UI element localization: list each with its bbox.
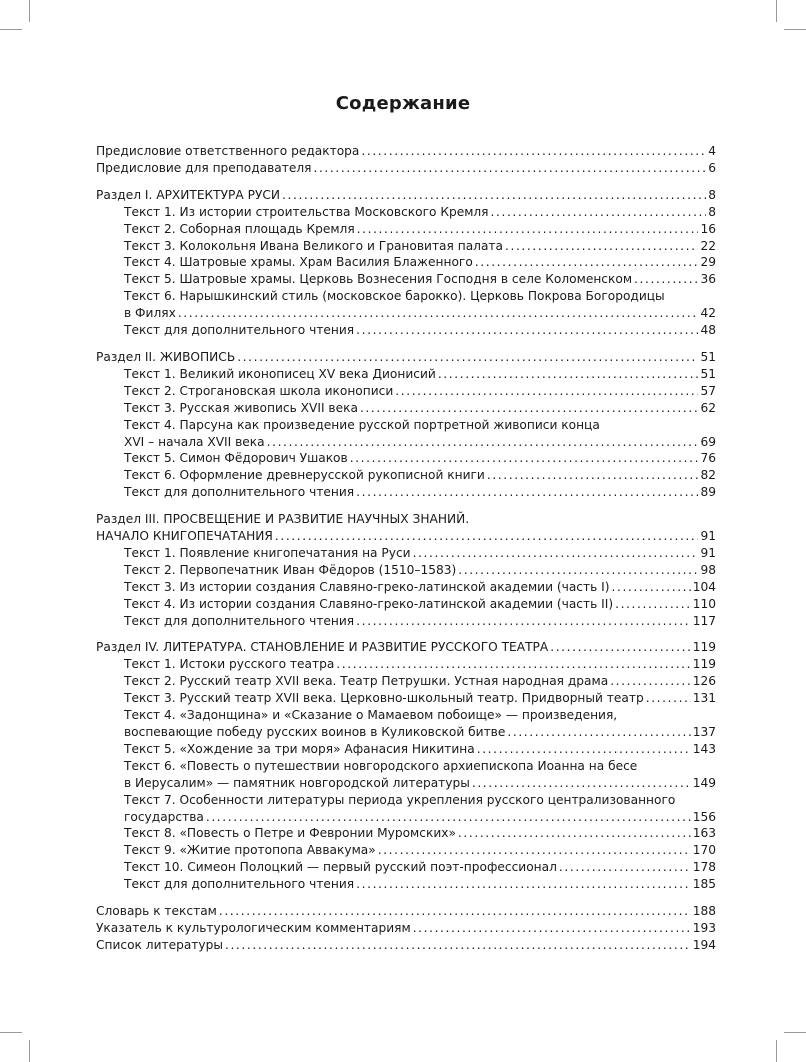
toc-page-number: 29 — [700, 255, 716, 270]
dot-leader — [357, 221, 699, 238]
toc-entry-row — [96, 143, 716, 160]
toc-text-entry[interactable] — [96, 562, 716, 579]
toc-page-number: 91 — [700, 545, 716, 560]
dot-leader — [610, 673, 691, 690]
toc-page-number: 117 — [692, 613, 716, 628]
dot-leader — [313, 160, 706, 177]
toc-page-number: 69 — [700, 434, 716, 449]
dot-leader — [475, 254, 699, 271]
toc-page-number: 51 — [700, 349, 716, 364]
toc-entry-row — [96, 639, 716, 656]
toc-text-entry[interactable] — [96, 322, 716, 339]
group-separator — [96, 339, 716, 349]
toc-entry-row — [96, 673, 716, 690]
toc-entry-row — [96, 545, 716, 562]
toc-entry-row — [96, 809, 716, 826]
dot-leader — [336, 656, 690, 673]
toc-page-number: 193 — [692, 920, 716, 935]
toc-text-entry[interactable] — [96, 484, 716, 501]
toc-entry-title: Текст 9. «Житие протопопа Аввакума» — [124, 843, 376, 858]
dot-leader — [395, 383, 698, 400]
toc-text-entry[interactable] — [96, 825, 716, 842]
toc-text-entry[interactable] — [96, 204, 716, 221]
toc-entry-title: Текст для дополнительного чтения — [124, 613, 355, 628]
toc-page-number: 4 — [708, 144, 716, 158]
toc-entry-row — [96, 254, 716, 271]
toc-entry-title: Текст 4. Шатровые храмы. Храм Василия Блаженного — [124, 255, 473, 270]
toc-page-number: 36 — [700, 272, 716, 287]
crop-mark-bottom-left-h — [0, 1032, 22, 1033]
toc-group — [96, 511, 716, 629]
toc-page-number: 104 — [692, 579, 716, 594]
toc-entry-title: Текст для дополнительного чтения — [124, 323, 355, 338]
toc-text-entry[interactable] — [96, 690, 716, 707]
toc-section-entry[interactable] — [96, 903, 716, 920]
toc-entry-row — [96, 859, 716, 876]
toc-page-number: 82 — [700, 468, 716, 483]
dot-leader — [237, 349, 698, 366]
toc-page-number: 42 — [700, 306, 716, 321]
dot-leader — [612, 579, 691, 596]
toc-text-entry[interactable] — [96, 707, 716, 741]
toc-entry-title: Текст 3. Русская живопись XVII века — [124, 400, 358, 415]
toc-page-number: 8 — [708, 204, 716, 219]
toc-section-entry[interactable] — [96, 349, 716, 366]
toc-section-entry[interactable] — [96, 920, 716, 937]
toc-entry-row — [96, 579, 716, 596]
toc-entry-row — [96, 349, 716, 366]
dot-leader — [413, 920, 691, 937]
toc-section-entry[interactable] — [96, 143, 716, 160]
dot-leader — [477, 741, 691, 758]
toc-entry-title: Текст 2. Соборная площадь Кремля — [124, 221, 355, 236]
toc-entry-title: Список литературы — [96, 937, 223, 952]
toc-entry-title: Текст 6. Оформление древнерусской рукописной книги — [124, 468, 485, 483]
toc-entry-row — [96, 903, 716, 920]
dot-leader — [356, 876, 691, 893]
toc-text-entry[interactable] — [96, 238, 716, 255]
dot-leader — [267, 434, 699, 451]
toc-section-entry[interactable] — [96, 187, 716, 204]
crop-mark-top-left-h — [0, 29, 22, 30]
toc-page-number: 194 — [692, 937, 716, 952]
toc-page-number: 6 — [708, 160, 716, 175]
toc-entry-title: Текст 2. Русский театр XVII века. Театр Петрушки. Устная народная драма — [124, 674, 609, 689]
toc-text-entry[interactable] — [96, 792, 716, 826]
toc-entry-row — [96, 322, 716, 339]
toc-entry-title-line: Текст 4. Парсуна как произведение русской портретной живописи конца — [124, 417, 600, 432]
toc-entry-row — [96, 467, 716, 484]
toc-group — [96, 349, 716, 501]
crop-mark-bottom-right-h — [784, 1032, 806, 1033]
toc-text-entry[interactable] — [96, 221, 716, 238]
toc-entry-row — [96, 450, 716, 467]
dot-leader — [458, 825, 691, 842]
toc-page-number: 119 — [692, 640, 716, 655]
toc-entry-row — [96, 400, 716, 417]
toc-entry-title-line: Текст 6. Нарышкинский стиль (московское барокко). Церковь Покрова Богородицы — [124, 289, 665, 304]
toc-page-number: 22 — [700, 238, 716, 253]
toc-entry-row — [96, 596, 716, 613]
toc-entry-row — [96, 690, 716, 707]
dot-leader — [438, 366, 699, 383]
toc-text-entry[interactable] — [96, 450, 716, 467]
toc-page-number: 149 — [692, 775, 716, 790]
toc-entry-title: в Иерусалим» — памятник новгородской литературы — [124, 775, 470, 790]
toc-entry-row — [96, 656, 716, 673]
toc-page-number: 16 — [700, 221, 716, 236]
toc-entry-title-line: Раздел III. ПРОСВЕЩЕНИЕ И РАЗВИТИЕ НАУЧНЫХ ЗНАНИЙ. — [96, 512, 470, 527]
toc-entry-title: Раздел I. АРХИТЕКТУРА РУСИ — [96, 187, 281, 202]
toc-page-number: 170 — [692, 843, 716, 858]
toc-text-entry[interactable] — [96, 383, 716, 400]
dot-leader — [361, 143, 706, 160]
toc-entry-title: Раздел IV. ЛИТЕРАТУРА. СТАНОВЛЕНИЕ И РАЗВИТИЕ РУССКОГО ТЕАТРА — [96, 640, 549, 655]
dot-leader — [356, 613, 691, 630]
toc-text-entry[interactable] — [96, 288, 716, 322]
table-of-contents — [96, 143, 716, 954]
toc-entry-title: Текст для дополнительного чтения — [124, 877, 355, 892]
toc-section-entry[interactable] — [96, 511, 716, 545]
toc-text-entry[interactable] — [96, 545, 716, 562]
toc-entry-title: в Филях — [124, 306, 176, 321]
toc-page-number: 163 — [692, 826, 716, 841]
toc-entry-title: Словарь к текстам — [96, 904, 217, 919]
toc-page-number: 185 — [692, 877, 716, 892]
toc-page-number: 131 — [692, 691, 716, 706]
dot-leader — [491, 204, 707, 221]
toc-entry-row — [96, 187, 716, 204]
toc-page-number: 76 — [700, 451, 716, 466]
toc-group — [96, 639, 716, 893]
toc-entry-title: Текст 5. Симон Фёдорович Ушаков — [124, 451, 348, 466]
toc-entry-row — [96, 920, 716, 937]
dot-leader — [225, 937, 691, 954]
toc-entry-row — [96, 528, 716, 545]
dot-leader — [360, 400, 699, 417]
crop-mark-top-left — [29, 0, 30, 22]
toc-entry-title: Текст 5. Шатровые храмы. Церковь Вознесения Господня в селе Коломенском — [124, 272, 633, 287]
dot-leader — [275, 528, 699, 545]
toc-entry-title: государства — [124, 809, 204, 824]
toc-entry-title-line: Текст 6. «Повесть о путешествии новгородского архиепископа Иоанна на бесе — [124, 758, 638, 773]
toc-entry-row — [96, 271, 716, 288]
toc-entry-row — [96, 724, 716, 741]
toc-entry-title: Текст 8. «Повесть о Петре и Февронии Муромских» — [124, 826, 456, 841]
toc-text-entry[interactable] — [96, 859, 716, 876]
dot-leader — [356, 322, 698, 339]
toc-page-number: 178 — [692, 860, 716, 875]
dot-leader — [505, 238, 698, 255]
toc-entry-title: Текст 1. Истоки русского театра — [124, 657, 335, 672]
toc-entry-row — [96, 204, 716, 221]
toc-entry-title: Текст 5. «Хождение за три моря» Афанасия Никитина — [124, 741, 475, 756]
toc-entry-row — [96, 825, 716, 842]
toc-entry-title-line: Текст 7. Особенности литературы периода укрепления русского централизованного — [124, 792, 676, 807]
dot-leader — [206, 809, 691, 826]
toc-entry-row — [96, 305, 716, 322]
toc-entry-title: Текст 3. Из истории создания Славяно-греко-латинской академии (часть I) — [124, 579, 610, 594]
toc-entry-row — [96, 434, 716, 451]
toc-entry-row — [96, 613, 716, 630]
dot-leader — [282, 187, 706, 204]
group-separator — [96, 177, 716, 187]
toc-group — [96, 187, 716, 339]
toc-entry-row — [96, 484, 716, 501]
toc-page-number: 8 — [708, 187, 716, 202]
toc-entry-title: Текст 1. Появление книгопечатания на Руси — [124, 545, 411, 560]
toc-entry-row — [96, 366, 716, 383]
toc-page-number: 126 — [692, 674, 716, 689]
toc-entry-title: НАЧАЛО КНИГОПЕЧАТАНИЯ — [96, 529, 273, 544]
toc-entry-title: Текст 10. Симеон Полоцкий — первый русский поэт-профессионал — [124, 860, 557, 875]
toc-entry-title: Текст 2. Первопечатник Иван Фёдоров (1510–1583) — [124, 562, 457, 577]
toc-entry-title: Текст 3. Колокольня Ивана Великого и Грановитая палата — [124, 238, 503, 253]
toc-page-number: 98 — [700, 562, 716, 577]
toc-section-entry[interactable] — [96, 639, 716, 656]
toc-entry-row — [96, 238, 716, 255]
toc-section-entry[interactable] — [96, 937, 716, 954]
crop-mark-top-right — [776, 0, 777, 22]
toc-entry-row — [96, 876, 716, 893]
dot-leader — [178, 305, 699, 322]
toc-entry-title: воспевающие победу русских воинов в Куликовской битве — [124, 725, 506, 739]
toc-entry-row — [96, 383, 716, 400]
dot-leader — [472, 775, 691, 792]
toc-entry-row — [96, 937, 716, 954]
toc-entry-row — [96, 842, 716, 859]
toc-text-entry[interactable] — [96, 417, 716, 451]
toc-page-number: 48 — [700, 323, 716, 338]
dot-leader — [350, 450, 699, 467]
toc-entry-row — [96, 160, 716, 177]
dot-leader — [646, 690, 691, 707]
dot-leader — [356, 484, 698, 501]
toc-entry-title: Текст 1. Из истории строительства Московского Кремля — [124, 204, 489, 219]
toc-text-entry[interactable] — [96, 656, 716, 673]
toc-entry-row — [96, 741, 716, 758]
toc-section-entry[interactable] — [96, 160, 716, 177]
group-separator — [96, 893, 716, 903]
group-separator — [96, 501, 716, 511]
toc-entry-title: Указатель к культурологическим комментариям — [96, 920, 411, 935]
crop-mark-bottom-right — [776, 1040, 777, 1062]
toc-text-entry[interactable] — [96, 758, 716, 792]
toc-text-entry[interactable] — [96, 579, 716, 596]
toc-page-number: 143 — [692, 741, 716, 756]
toc-page-number: 51 — [700, 366, 716, 381]
toc-page-number: 188 — [692, 904, 716, 919]
toc-page-number: 62 — [700, 400, 716, 415]
dot-leader — [219, 903, 691, 920]
toc-entry-title: Текст 4. Из истории создания Славяно-греко-латинской академии (часть II) — [124, 596, 614, 611]
toc-text-entry[interactable] — [96, 741, 716, 758]
toc-page-number: 89 — [700, 485, 716, 500]
toc-page-number: 119 — [692, 657, 716, 672]
dot-leader — [458, 562, 698, 579]
toc-text-entry[interactable] — [96, 842, 716, 859]
toc-entry-title: Текст 3. Русский театр XVII века. Церковно-школьный театр. Придворный театр — [124, 691, 644, 706]
toc-text-entry[interactable] — [96, 876, 716, 893]
dot-leader — [550, 639, 691, 656]
toc-text-entry[interactable] — [96, 366, 716, 383]
toc-text-entry[interactable] — [96, 400, 716, 417]
group-separator — [96, 629, 716, 639]
dot-leader — [378, 842, 691, 859]
dot-leader — [615, 596, 691, 613]
toc-entry-title: XVI – начала XVII века — [124, 434, 265, 449]
toc-text-entry[interactable] — [96, 271, 716, 288]
dot-leader — [507, 724, 690, 741]
toc-group — [96, 143, 716, 177]
toc-entry-title: Раздел II. ЖИВОПИСЬ — [96, 349, 236, 364]
toc-page-number: 57 — [700, 383, 716, 398]
dot-leader — [559, 859, 691, 876]
toc-text-entry[interactable] — [96, 673, 716, 690]
toc-page-number: 156 — [692, 809, 716, 824]
toc-page-number: 110 — [692, 596, 716, 611]
toc-text-entry[interactable] — [96, 596, 716, 613]
toc-entry-title: Текст 1. Великий иконописец XV века Дионисий — [124, 366, 436, 381]
toc-entry-title: Предисловие ответственного редактора — [96, 144, 360, 158]
toc-entry-title: Текст 2. Строгановская школа иконописи — [124, 383, 394, 398]
dot-leader — [487, 467, 699, 484]
toc-entry-title: Предисловие для преподавателя — [96, 160, 312, 175]
toc-page-number: 137 — [692, 725, 716, 739]
toc-entry-row — [96, 775, 716, 792]
toc-page-number: 91 — [700, 529, 716, 544]
toc-entry-title-line: Текст 4. «Задонщина» и «Сказание о Мамаевом побоище» — произведения, — [124, 708, 618, 723]
crop-mark-bottom-left — [29, 1040, 30, 1062]
page-title: Содержание — [335, 93, 471, 114]
dot-leader — [634, 271, 698, 288]
toc-group — [96, 903, 716, 954]
toc-entry-row — [96, 562, 716, 579]
toc-text-entry[interactable] — [96, 467, 716, 484]
dot-leader — [413, 545, 699, 562]
toc-text-entry[interactable] — [96, 254, 716, 271]
crop-mark-top-right-h — [784, 29, 806, 30]
toc-entry-row — [96, 221, 716, 238]
toc-text-entry[interactable] — [96, 613, 716, 630]
toc-entry-title: Текст для дополнительного чтения — [124, 485, 355, 500]
